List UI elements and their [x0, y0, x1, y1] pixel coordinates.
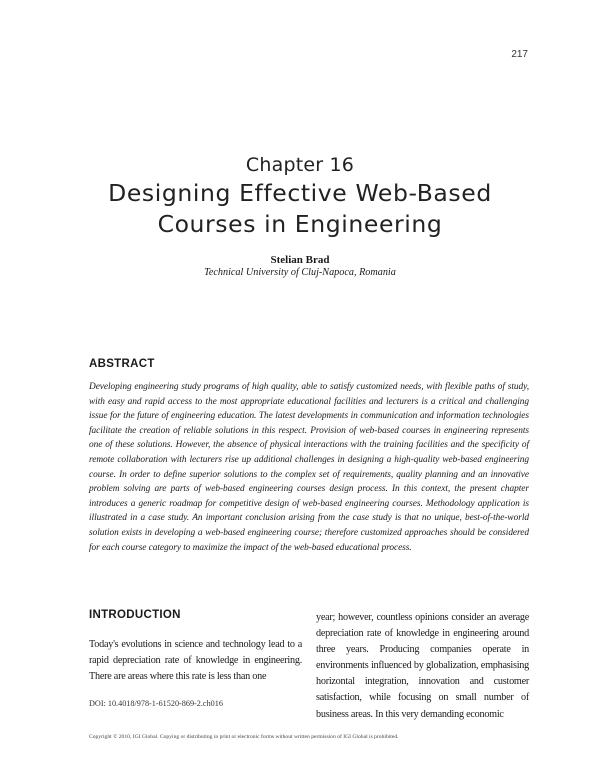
author-affiliation: Technical University of Cluj-Napoca, Romania	[204, 267, 396, 278]
page-number: 217	[511, 49, 528, 60]
chapter-label: Chapter 16	[245, 154, 355, 176]
introduction-right-column: year; however, countless opinions consider an average depreciation rate of knowledge in engineering around three years. Producing companies operate in environments influenced by globalization, emphasising horizontal integration, innovation and customer satisfaction, while focusing on small number of business areas. In this very demanding economic	[316, 612, 529, 720]
introduction-heading: INTRODUCTION	[89, 609, 181, 621]
chapter-title: Designing Effective Web-Based Courses in Engineering	[108, 179, 492, 238]
abstract-body: Developing engineering study programs of high quality, able to satisfy customized needs, with flexible paths of study, with easy and rapid access to the most appropriate educational facilities and lecturers is a critical and challenging issue for the future of engineering education. The latest developments in communication and information technologies facilitate the creation of reliable solutions in this respect. Provision of web-based courses in engineering represents one of these solutions. However, the absence of physical interactions with the training facilities and the specificity of remote collaboration with lecturers rise up additional challenges in designing a high-quality web-based engineering course. In order to define superior solutions to the complex set of requirements, quality planning and an innovative problem solving are parts of web-based engineering courses design process. In this context, the present chapter introduces a generic roadmap for competitive design of web-based engineering courses. Methodology application is illustrated in a case study. An important conclusion arising from the case study is that no unique, best-of-the-world solution exists in developing a web-based engineering course; therefore customized approaches should be considered for each course category to maximize the impact of the web-based educational process.	[89, 382, 529, 553]
author-name: Stelian Brad	[270, 254, 330, 266]
copyright-notice: Copyright © 2010, IGI Global. Copying or distributing in print or electronic forms without written permission of IGI Global is prohibited.	[89, 734, 399, 740]
introduction-left-column: Today's evolutions in science and technology lead to a rapid depreciation rate of knowledge in engineering. There are areas where this rate is less than one	[89, 639, 302, 683]
doi-line: DOI: 10.4018/978-1-61520-869-2.ch016	[89, 699, 223, 708]
abstract-heading: ABSTRACT	[89, 358, 155, 370]
